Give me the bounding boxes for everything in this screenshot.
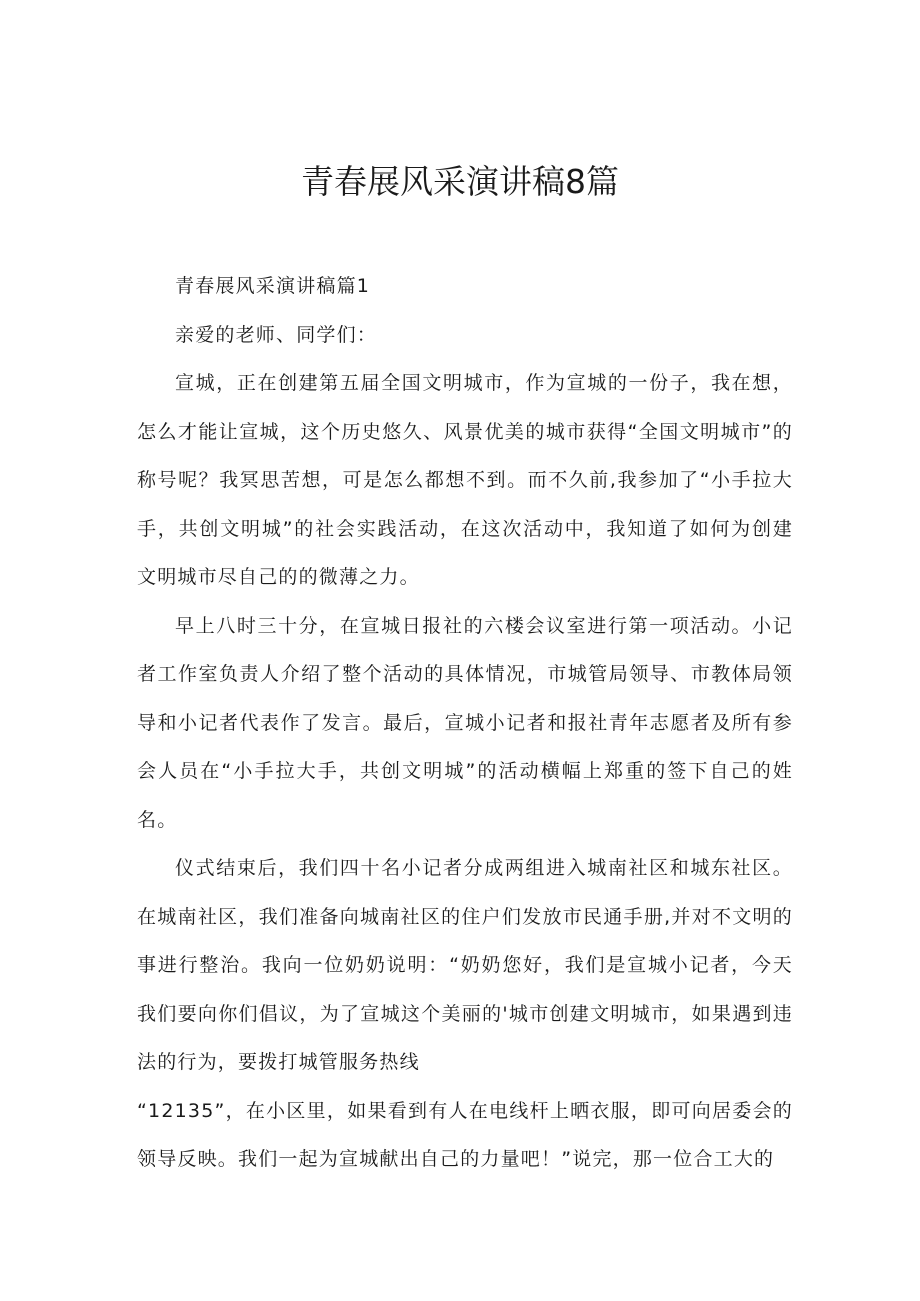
paragraph-1: 宣城，正在创建第五届全国文明城市，作为宣城的一份子，我在想，怎么才能让宣城，这个历史悠久、风景优美的城市获得“全国文明城市”的称号呢？我冥思苦想，可是怎么都想不到。而不久前,我参加了“小手拉大手，共创文明城”的社会实践活动，在这次活动中，我知道了如何为创建文明城市尽自己的的微薄之力。 <box>137 372 793 588</box>
paragraph-2: 早上八时三十分，在宣城日报社的六楼会议室进行第一项活动。小记者工作室负责人介绍了整个活动的具体情况，市城管局领导、市教体局领导和小记者代表作了发言。最后，宣城小记者和报社青年志愿者及所有参会人员在“小手拉大手，共创文明城”的活动横幅上郑重的签下自己的姓名。 <box>137 614 793 831</box>
paragraph-3: 仪式结束后，我们四十名小记者分成两组进入城南社区和城东社区。在城南社区，我们准备向城南社区的住户们发放市民通手册,并对不文明的事进行整治。我向一位奶奶说明：“奶奶您好，我们是宣城小记者，今天我们要向你们倡议，为了宣城这个美丽的'城市创建文明城市，如果遇到违法的行为，要拨打城管服务热线 <box>137 857 793 1073</box>
document-title: 青春展风采演讲稿8篇 <box>301 162 619 201</box>
document-body <box>137 262 793 1184</box>
section-heading: 青春展风采演讲稿篇1 <box>175 275 371 297</box>
salutation: 亲爱的老师、同学们： <box>175 323 378 346</box>
paragraph-4: “12135”，在小区里，如果看到有人在电线杆上晒衣服，即可向居委会的领导反映。我们一起为宣城献出自己的力量吧！”说完，那一位合工大的 <box>137 1099 793 1170</box>
